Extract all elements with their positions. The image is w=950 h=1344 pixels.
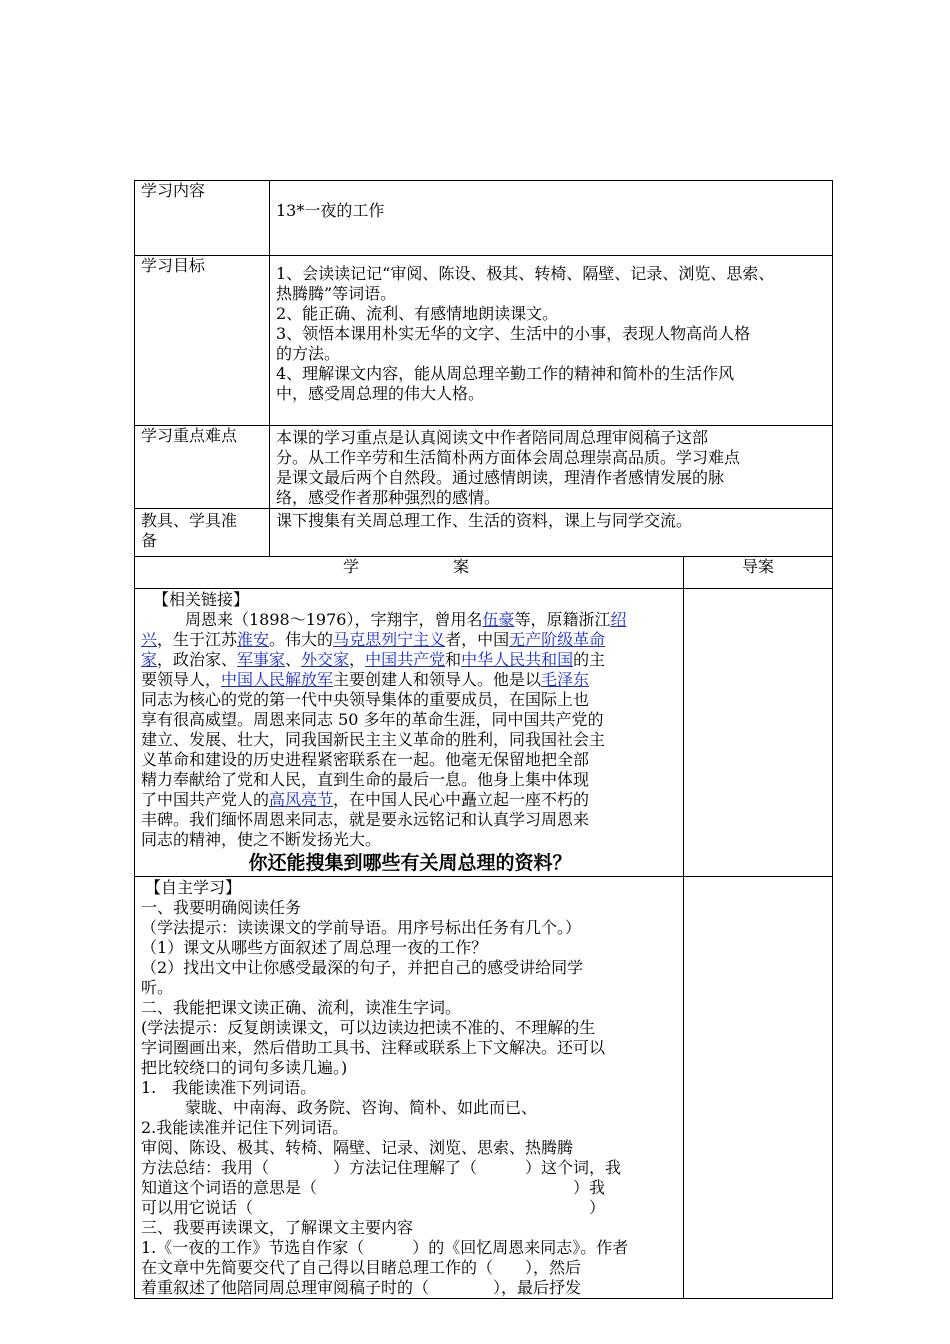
related-line: 建立、发展、壮大，同我国新民主主义革命的胜利，同我国社会主	[141, 730, 606, 749]
self-study-line: 听。	[141, 978, 174, 997]
self-study-line: 字词圈画出来，然后借助工具书、注释或联系上下文解决。还可以	[141, 1038, 606, 1057]
key-point-line: 络，感受作者那种强烈的感情。	[276, 488, 501, 507]
value-key-points	[270, 426, 833, 509]
link-strategist[interactable]: 军事家	[237, 650, 286, 669]
link-huaian[interactable]: 淮安	[237, 630, 270, 649]
self-study-line: 1. 我能读准下列词语。	[141, 1078, 317, 1097]
related-line: 精力奉献给了党和人民，直到生命的最后一息。他身上集中体现	[141, 770, 590, 789]
self-study-line: 1.《一夜的工作》节选自作家（ ）的《回忆周恩来同志》。作者	[141, 1238, 629, 1257]
goal-line: 4、理解课文内容，能从周总理辛勤工作的精神和简朴的生活作风	[276, 364, 735, 383]
lesson-plan-table	[134, 180, 833, 1299]
self-study-line: 2.我能读准并记住下列词语。	[141, 1118, 349, 1137]
key-point-line: 是课文最后两个自然段。通过感情朗读，理清作者感情发展的脉	[276, 468, 725, 487]
link-mao[interactable]: 毛泽东	[541, 670, 590, 689]
link-marxism[interactable]: 马克思列宁主义	[333, 630, 446, 649]
goal-line: 的方法。	[276, 344, 341, 363]
related-line	[141, 650, 679, 670]
text: 了中国共产党人的	[141, 790, 270, 809]
header-guide-plan: 导案	[684, 557, 833, 589]
row-key-points	[135, 426, 833, 509]
link-shaoxing[interactable]: 绍	[610, 610, 627, 629]
link-proletarian[interactable]: 无产阶级革命	[509, 630, 606, 649]
self-study-line: （学法提示：读读课文的学前导语。用序号标出任务有几个。）	[141, 918, 582, 937]
label-key-points: 学习重点难点	[135, 426, 270, 509]
self-study-line: （1）课文从哪些方面叙述了周总理一夜的工作？	[141, 938, 488, 957]
self-study-line: 二、我能把课文读正确、流利，读准生字词。	[141, 998, 462, 1017]
row-section-headers	[135, 557, 833, 589]
related-line: 同志为核心的党的第一代中央领导集体的重要成员，在国际上也	[141, 690, 590, 709]
self-study-line: 三、我要再读课文，了解课文主要内容	[141, 1218, 414, 1237]
self-study-line: 方法总结：我用（ ）方法记住理解了（ ）这个词，我	[141, 1158, 622, 1177]
label-tools	[135, 509, 270, 557]
self-study-line: 着重叙述了他陪同周总理审阅稿子时的（ ），最后抒发	[141, 1278, 582, 1297]
related-line	[141, 670, 679, 690]
text: 。伟大的	[269, 630, 334, 649]
text: ，政治家、	[157, 650, 238, 669]
link-shaoxing[interactable]: 兴	[141, 630, 158, 649]
value-tools: 课下搜集有关周总理工作、生活的资料，课上与同学交流。	[270, 509, 833, 557]
key-point-line: 本课的学习重点是认真阅读文中作者陪同周总理审阅稿子这部	[276, 428, 709, 447]
text: 主要创建人和领导人。他是以	[333, 670, 542, 689]
self-study-line: 把比较绕口的词句多读几遍。)	[141, 1058, 348, 1077]
text: ，	[349, 650, 366, 669]
text: 、	[285, 650, 302, 669]
related-line: 丰碑。我们缅怀周恩来同志，就是要永远铭记和认真学习周恩来	[141, 810, 590, 829]
row-tools	[135, 509, 833, 557]
goal-line: 热腾腾”等词语。	[276, 284, 397, 303]
text: 等，原籍浙江	[514, 610, 611, 629]
text: 周恩来（1898～1976），字翔宇，曾用名	[185, 610, 483, 629]
value-goals	[270, 256, 833, 426]
self-study-line: 可以用它说话（ ）	[141, 1198, 606, 1217]
label-tools-line: 教具、学具准	[141, 511, 238, 530]
row-related-links	[135, 589, 833, 877]
guide-cell-related	[684, 589, 833, 877]
self-study-words: 蒙眬、中南海、政务院、咨询、简朴、如此而已、	[185, 1098, 538, 1117]
related-line	[141, 630, 679, 650]
self-study-line: 知道这个词语的意思是（ ）我	[141, 1178, 606, 1197]
label-tools-line: 备	[141, 531, 158, 550]
link-cpc[interactable]: 中国共产党	[365, 650, 446, 669]
link-diplomat[interactable]: 外交家	[301, 650, 350, 669]
goal-line: 1、会读读记记“审阅、陈设、极其、转椅、隔壁、记录、浏览、思索、	[276, 264, 775, 283]
link-proletarian[interactable]: 家	[141, 650, 158, 669]
related-line	[141, 610, 679, 630]
self-study-cell	[135, 877, 684, 1299]
self-study-line: （2）找出文中让你感受最深的句子，并把自己的感受讲给同学	[141, 958, 584, 977]
label-goals: 学习目标	[135, 256, 270, 426]
text: 和	[445, 650, 462, 669]
row-content	[135, 181, 833, 256]
link-pla[interactable]: 中国人民解放军	[221, 670, 334, 689]
goal-line: 3、领悟本课用朴实无华的文字、生活中的小事，表现人物高尚人格	[276, 324, 751, 343]
goal-line: 中，感受周总理的伟大人格。	[276, 384, 485, 403]
self-study-line: (学法提示：反复朗读课文，可以边读边把读不准的、不理解的生	[141, 1018, 596, 1037]
related-line: 享有很高威望。周恩来同志 50 多年的革命生涯，同中国共产党的	[141, 710, 604, 729]
value-content: 13*一夜的工作	[270, 181, 833, 256]
related-line	[141, 790, 679, 810]
text: 要领导人，	[141, 670, 222, 689]
guide-cell-self-study	[684, 877, 833, 1299]
self-study-line: 审阅、陈设、极其、转椅、隔壁、记录、浏览、思索、热腾腾	[141, 1138, 574, 1157]
row-self-study	[135, 877, 833, 1299]
self-study-line: 【自主学习】	[145, 878, 242, 897]
key-point-line: 分。从工作辛劳和生活简朴两方面体会周总理崇高品质。学习难点	[276, 448, 741, 467]
self-study-line: 一、我要明确阅读任务	[141, 898, 302, 917]
row-goals	[135, 256, 833, 426]
related-links-cell	[135, 589, 684, 877]
related-line: 义革命和建设的历史进程紧密联系在一起。他毫无保留地把全部	[141, 750, 590, 769]
text: 的主	[573, 650, 606, 669]
label-content: 学习内容	[135, 181, 270, 256]
self-study-line: 在文章中先简要交代了自己得以目睹总理工作的（ ），然后	[141, 1258, 582, 1277]
related-links-heading: 【相关链接】	[153, 590, 250, 609]
link-wuhao[interactable]: 伍豪	[482, 610, 515, 629]
link-prc[interactable]: 中华人民共和国	[461, 650, 574, 669]
goal-line: 2、能正确、流利、有感情地朗读课文。	[276, 304, 559, 323]
question-heading: 你还能搜集到哪些有关周总理的资料？	[248, 852, 572, 874]
header-study-plan: 学 案	[135, 557, 684, 589]
text: ，生于江苏	[157, 630, 238, 649]
text: 者，中国	[445, 630, 510, 649]
text: ，在中国人民心中矗立起一座不朽的	[333, 790, 590, 809]
related-line: 同志的精神，使之不断发扬光大。	[141, 830, 382, 849]
link-integrity[interactable]: 高风亮节	[269, 790, 334, 809]
